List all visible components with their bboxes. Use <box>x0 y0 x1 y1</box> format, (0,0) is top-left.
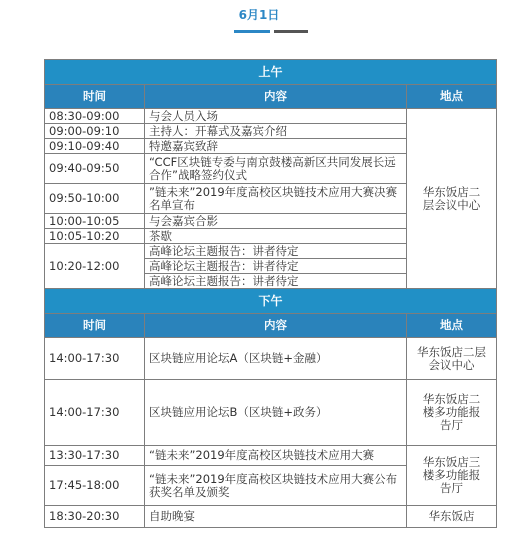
row-location <box>407 446 497 506</box>
row-time: 10:20-12:00 <box>45 244 145 289</box>
row-content: 茶歇 <box>145 229 407 244</box>
row-content: 区块链应用论坛A（区块链+金融） <box>145 338 407 380</box>
afternoon-header-location: 地点 <box>407 314 497 338</box>
afternoon-header-content: 内容 <box>145 314 407 338</box>
afternoon-section-row <box>45 289 497 314</box>
row-content: 与会人员入场 <box>145 109 407 124</box>
row-time: 18:30-20:30 <box>45 506 145 528</box>
table-row <box>45 446 497 466</box>
row-time: 10:00-10:05 <box>45 214 145 229</box>
row-time: 13:30-17:30 <box>45 446 145 466</box>
afternoon-header-row <box>45 314 497 338</box>
row-location-text: 华东饭店二楼多功能报告厅 <box>422 392 481 432</box>
row-location <box>407 380 497 446</box>
morning-header-row <box>45 85 497 109</box>
row-time: 14:00-17:30 <box>45 380 145 446</box>
row-time: 17:45-18:00 <box>45 466 145 506</box>
row-time: 09:00-09:10 <box>45 124 145 139</box>
date-tab-inactive-indicator <box>274 30 308 33</box>
row-time: 14:00-17:30 <box>45 338 145 380</box>
date-tab-label[interactable]: 6月1日 <box>238 8 280 22</box>
row-content: ”链未来”2019年度高校区块链技术应用大赛决赛名单宣布 <box>145 184 407 214</box>
row-time: 09:50-10:00 <box>45 184 145 214</box>
row-content: 主持人：开幕式及嘉宾介绍 <box>145 124 407 139</box>
row-time: 10:05-10:20 <box>45 229 145 244</box>
row-time: 08:30-09:00 <box>45 109 145 124</box>
row-content: “链未来”2019年度高校区块链技术应用大赛 <box>145 446 407 466</box>
row-content: 与会嘉宾合影 <box>145 214 407 229</box>
row-content: 自助晚宴 <box>145 506 407 528</box>
morning-location-text: 华东饭店二层会议中心 <box>422 184 481 212</box>
date-tab-active-indicator <box>234 30 270 33</box>
row-content: “链未来”2019年度高校区块链技术应用大赛公布获奖名单及颁奖 <box>145 466 407 506</box>
table-row <box>45 109 497 124</box>
table-row <box>45 506 497 528</box>
table-row <box>45 380 497 446</box>
schedule-table <box>44 59 497 528</box>
row-location-text: 华东饭店三楼多功能报告厅 <box>422 455 481 495</box>
row-content: “CCF区块链专委与南京鼓楼高新区共同发展长远合作”战略签约仪式 <box>145 154 407 184</box>
row-location: 华东饭店 <box>407 506 497 528</box>
row-content: 高峰论坛主题报告：讲者待定 <box>145 274 407 289</box>
row-content: 高峰论坛主题报告：讲者待定 <box>145 244 407 259</box>
afternoon-section-title: 下午 <box>45 289 497 314</box>
row-time: 09:10-09:40 <box>45 139 145 154</box>
row-time: 09:40-09:50 <box>45 154 145 184</box>
morning-section-title: 上午 <box>45 60 497 85</box>
morning-location <box>407 109 497 289</box>
date-tab-bar <box>0 0 518 44</box>
morning-header-content: 内容 <box>145 85 407 109</box>
morning-section-row <box>45 60 497 85</box>
row-location <box>407 338 497 380</box>
row-location-text: 华东饭店二层会议中心 <box>417 344 486 372</box>
afternoon-header-time: 时间 <box>45 314 145 338</box>
morning-header-location: 地点 <box>407 85 497 109</box>
row-content: 区块链应用论坛B（区块链+政务） <box>145 380 407 446</box>
table-row <box>45 338 497 380</box>
row-content: 特邀嘉宾致辞 <box>145 139 407 154</box>
morning-header-time: 时间 <box>45 85 145 109</box>
row-content: 高峰论坛主题报告：讲者待定 <box>145 259 407 274</box>
